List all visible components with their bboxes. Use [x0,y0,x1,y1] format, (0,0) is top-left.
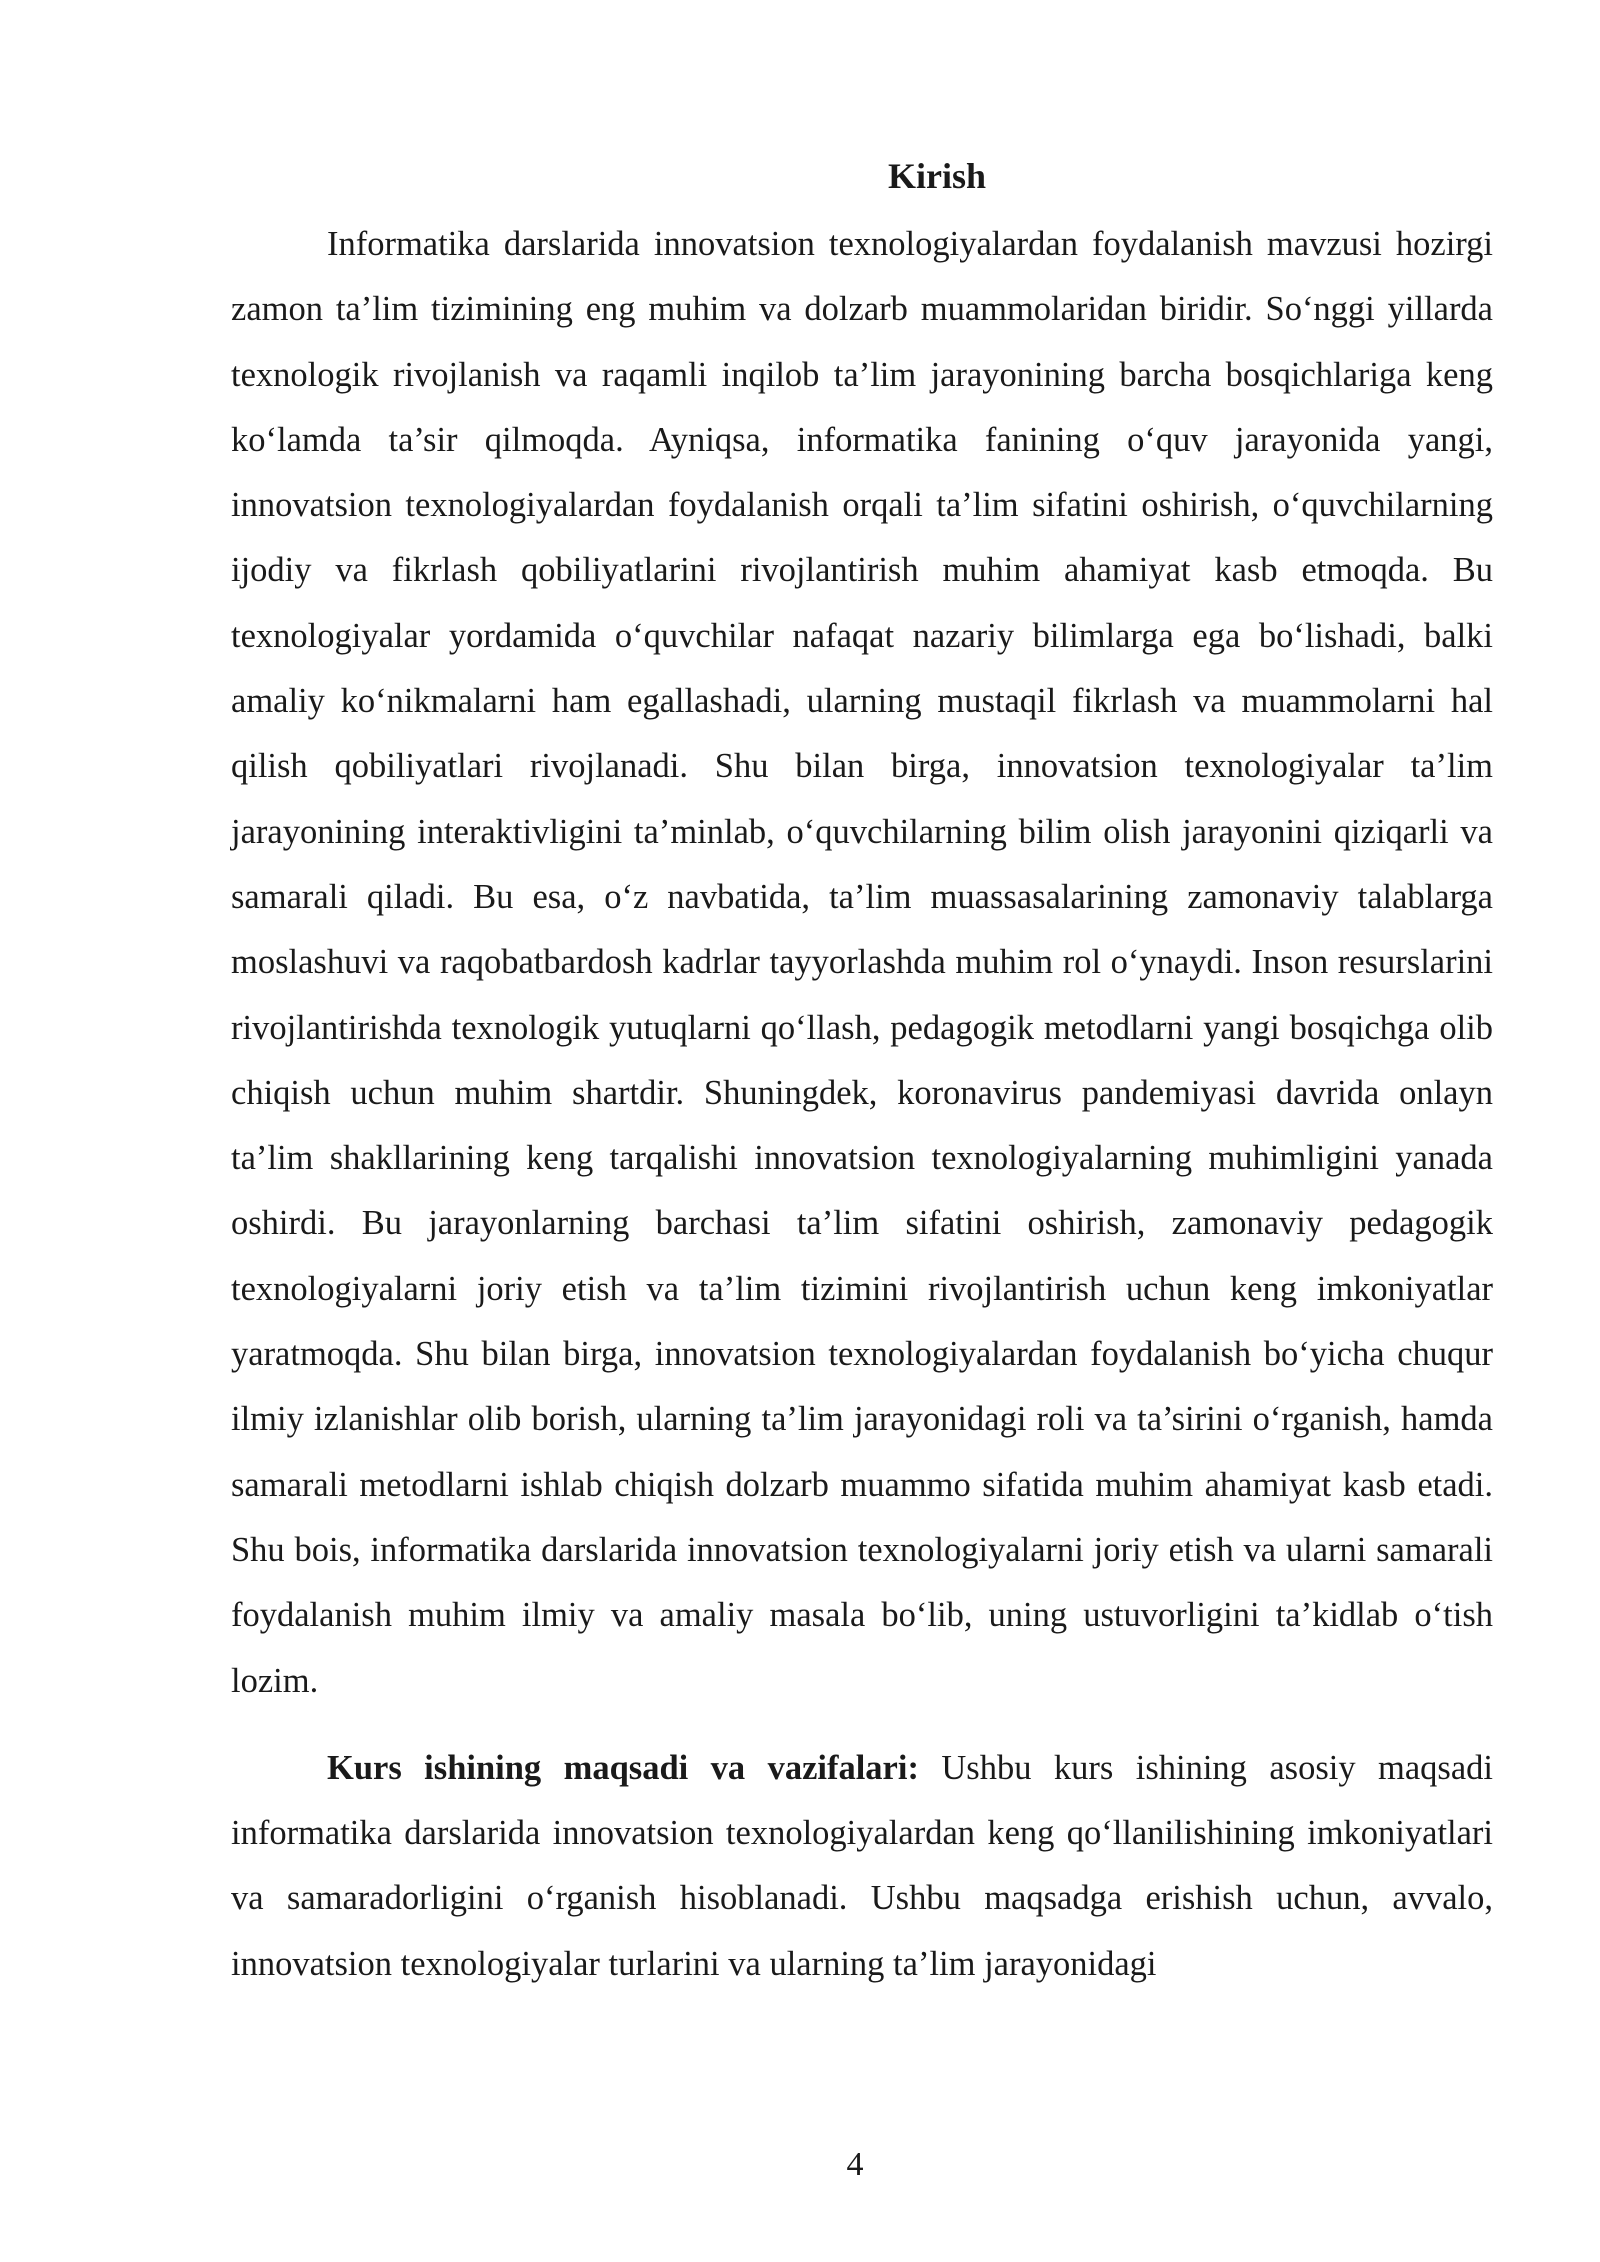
paragraph-text: Informatika darslarida innovatsion texnologiyalardan foydalanish mavzusi hozirgi zamon ta’lim tizimining eng muhim va dolzarb muammolaridan biridir. So‘nggi yillarda texnologik rivojlanish va raqamli inqilob ta’lim jarayonining barcha bosqichlariga keng ko‘lamda ta’sir qilmoqda. Ayniqsa, informatika fanining o‘quv jarayonida yangi, innovatsion texnologiyalardan foydalanish orqali ta’lim sifatini oshirish, o‘quvchilarning ijodiy va fikrlash qobiliyatlarini rivojlantirish muhim ahamiyat kasb etmoqda. Bu texnologiyalar yordamida o‘quvchilar nafaqat nazariy bilimlarga ega bo‘lishadi, balki amaliy ko‘nikmalarni ham egallashadi, ularning mustaqil fikrlash va muammolarni hal qilish qobiliyatlari rivojlanadi. Shu bilan birga, innovatsion texnologiyalar ta’lim jarayonining interaktivligini ta’minlab, o‘quvchilarning bilim olish jarayonini qiziqarli va samarali qiladi. Bu esa, o‘z navbatida, ta’lim muassasalarining zamonaviy talablarga moslashuvi va raqobatbardosh kadrlar tayyorlashda muhim rol o‘ynaydi. Inson resurslarini rivojlantirishda texnologik yutuqlarni qo‘llash, pedagogik metodlarni yangi bosqichga olib chiqish uchun muhim shartdir. Shuningdek, koronavirus pandemiyasi davrida onlayn ta’lim shakllarining keng tarqalishi innovatsion texnologiyalarning muhimligini yanada oshirdi. Bu jarayonlarning barchasi ta’lim sifatini oshirish, zamonaviy pedagogik texnologiyalarni joriy etish va ta’lim tizimini rivojlantirish uchun keng imkoniyatlar yaratmoqda. Shu bilan birga, innovatsion texnologiyalardan foydalanish bo‘yicha chuqur ilmiy izlanishlar olib borish, ularning ta’lim jarayonidagi roli va ta’sirini o‘rganish, hamda samarali metodlarni ishlab chiqish dolzarb muammo sifatida muhim ahamiyat kasb etadi. Shu bois, informatika darslarida innovatsion texnologiyalarni joriy etish va ularni samarali foydalanish muhim ilmiy va amaliy masala bo‘lib, uning ustuvorligini ta’kidlab o‘tish lozim. [231,225,1493,1700]
intro-paragraph [231,212,1493,1714]
paragraph-text: Ushbu kurs ishining asosiy maqsadi informatika darslarida innovatsion texnologiyalardan keng qo‘llanilishining imkoniyatlari va samaradorligini o‘rganish hisoblanadi. Ushbu maqsadga erishish uchun, avvalo, innovatsion texnologiyalar turlarini va ularning ta’lim jarayonidagi [231,1748,1493,1983]
page-number: 4 [846,2146,864,2183]
goals-paragraph [231,1736,1493,1997]
page-content [231,148,1493,1997]
paragraph-lead: Kurs ishining maqsadi va vazifalari: [327,1748,919,1787]
section-heading: Kirish [887,156,986,196]
